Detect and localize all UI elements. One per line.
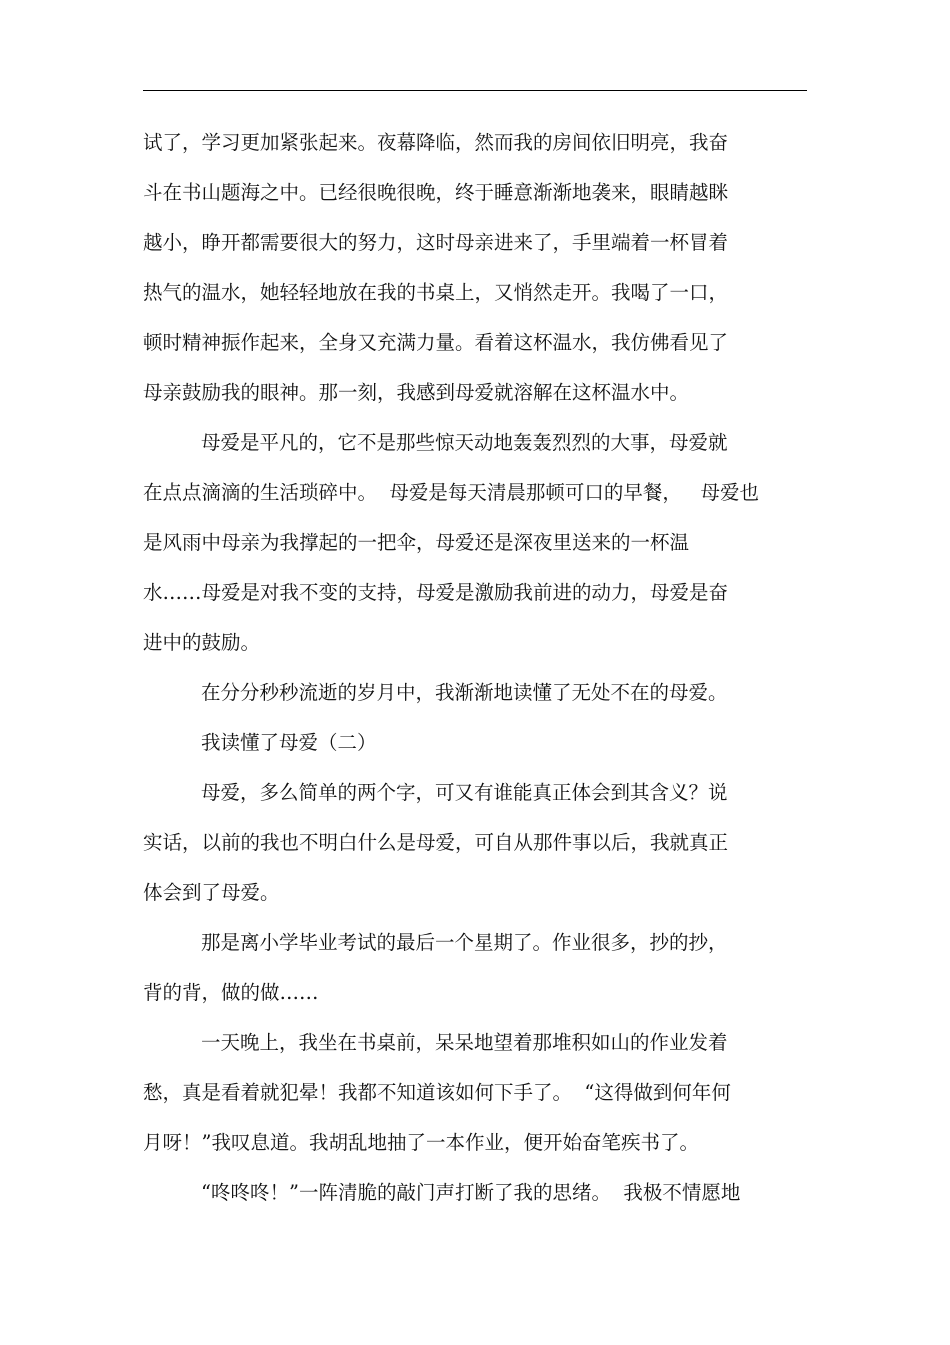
header-rule: [143, 90, 807, 91]
text-line: 热气的温水，她轻轻地放在我的书桌上，又悄然走开。我喝了一口，: [143, 281, 729, 304]
text-line: 体会到了母爱。: [143, 881, 280, 904]
text-line: 是风雨中母亲为我撑起的一把伞，母爱还是深夜里送来的一杯温: [143, 531, 690, 554]
text-line: “咚咚咚！”一阵清脆的敲门声打断了我的思绪。 我极不情愿地: [201, 1181, 741, 1204]
text-line: 月呀！”我叹息道。我胡乱地抽了一本作业，便开始奋笔疾书了。: [143, 1131, 699, 1154]
text-line: 试了，学习更加紧张起来。夜幕降临，然而我的房间依旧明亮，我奋: [143, 131, 729, 154]
text-line: 越小，睁开都需要很大的努力，这时母亲进来了，手里端着一杯冒着: [143, 231, 729, 254]
text-line: 实话，以前的我也不明白什么是母爱，可自从那件事以后，我就真正: [143, 831, 729, 854]
text-line: 那是离小学毕业考试的最后一个星期了。作业很多，抄的抄，: [201, 931, 728, 954]
text-line: 顿时精神振作起来，全身又充满力量。看着这杯温水，我仿佛看见了: [143, 331, 729, 354]
text-line: 愁，真是看着就犯晕！我都不知道该如何下手了。 “这得做到何年何: [143, 1081, 731, 1104]
text-line: 我读懂了母爱（二）: [201, 731, 377, 754]
text-line: 一天晚上，我坐在书桌前，呆呆地望着那堆积如山的作业发着: [201, 1031, 728, 1054]
text-line: 母爱是平凡的，它不是那些惊天动地轰轰烈烈的大事，母爱就: [201, 431, 728, 454]
text-line: 在分分秒秒流逝的岁月中，我渐渐地读懂了无处不在的母爱。: [201, 681, 728, 704]
text-line: 母爱，多么简单的两个字，可又有谁能真正体会到其含义？说: [201, 781, 728, 804]
text-line: 水……母爱是对我不变的支持，母爱是激励我前进的动力，母爱是奋: [143, 581, 729, 604]
text-line: 进中的鼓励。: [143, 631, 261, 654]
text-line: 在点点滴滴的生活琐碎中。 母爱是每天清晨那顿可口的早餐， 母爱也: [143, 481, 759, 504]
text-line: 斗在书山题海之中。已经很晚很晚，终于睡意渐渐地袭来，眼睛越眯: [143, 181, 729, 204]
text-line: 背的背，做的做……: [143, 981, 319, 1004]
text-line: 母亲鼓励我的眼神。那一刻，我感到母爱就溶解在这杯温水中。: [143, 381, 690, 404]
